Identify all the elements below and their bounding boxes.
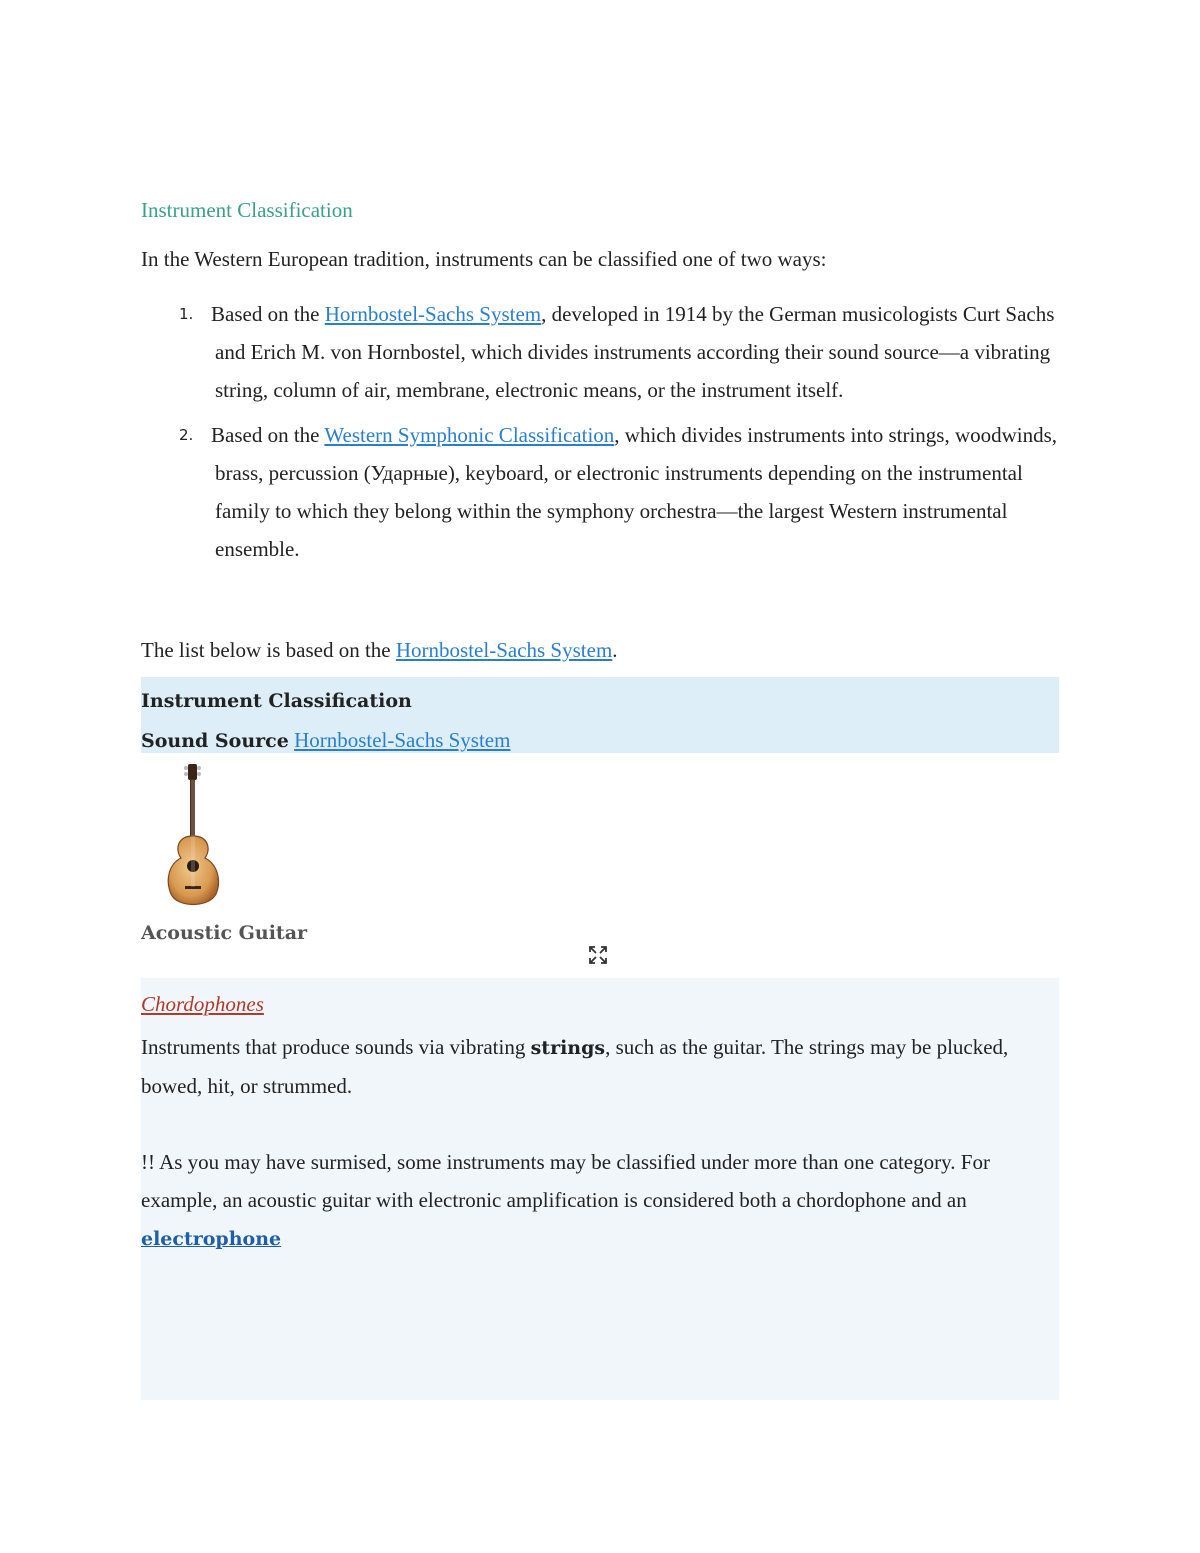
intro-paragraph: In the Western European tradition, instruments can be classified one of two ways:	[141, 247, 827, 271]
classification-list	[141, 295, 1059, 568]
hornbostel-sachs-link[interactable]: Hornbostel-Sachs System	[324, 302, 542, 326]
hornbostel-sachs-link-3[interactable]: Hornbostel-Sachs System	[294, 728, 511, 752]
list-below-paragraph: The list below is based on the Hornbostel-Sachs System.	[141, 638, 618, 662]
list-item: 2. Based on the Western Symphonic Classification, which divides instruments into strings, woodwinds, brass, percussion (Ударные), keyboard, or electronic instruments depending on the instrumental family to which they belong within the symphony orchestra—the largest Western instrumental ensemble.	[141, 416, 1059, 568]
classification-table-header	[141, 677, 1059, 753]
category-note: !! As you may have surmised, some instruments may be classified under more than one category. For example, an acoustic guitar with electronic amplification is considered both a chordophone and an electrophone	[141, 1150, 990, 1250]
table-subtitle: Sound Source Hornbostel-Sachs System	[141, 728, 511, 752]
electrophone-link[interactable]: electrophone	[141, 1228, 282, 1250]
table-title: Instrument Classification	[141, 690, 412, 712]
image-caption: Acoustic Guitar	[141, 922, 308, 944]
category-description: Instruments that produce sounds via vibrating strings, such as the guitar. The strings may be plucked, bowed, hit, or strummed.	[141, 1035, 1009, 1098]
acoustic-guitar-image	[159, 762, 229, 912]
page-title: Instrument Classification	[141, 198, 353, 222]
chordophones-panel	[141, 978, 1059, 1400]
western-symphonic-link[interactable]: Western Symphonic Classification	[324, 423, 615, 447]
category-title: Chordophones	[141, 992, 264, 1016]
hornbostel-sachs-link-2[interactable]: Hornbostel-Sachs System	[395, 638, 613, 662]
list-item: 1. Based on the Hornbostel-Sachs System, developed in 1914 by the German musicologists Curt Sachs and Erich M. von Hornbostel, which divides instruments according their sound source—a vibrating string, column of air, membrane, electronic means, or the instrument itself.	[141, 295, 1059, 409]
expand-icon[interactable]	[587, 944, 609, 966]
list-number: 2.	[179, 426, 194, 444]
list-number: 1.	[179, 305, 194, 323]
